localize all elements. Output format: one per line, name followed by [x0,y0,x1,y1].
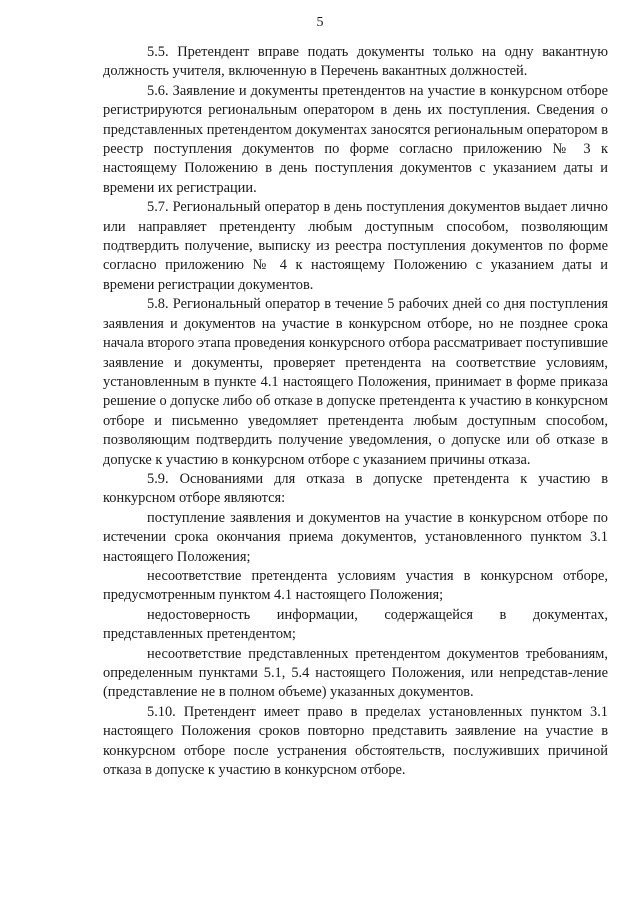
page-number: 5 [316,15,324,30]
paragraph-5-8: 5.8. Региональный оператор в течение 5 рабочих дней со дня поступления заявления и документов на участие в конкурсном отборе, но не позднее срока начала второго этапа проведения конкурсного отбора рассматривает поступившие заявление и документы, проверяет претендента на соответствие условиям, установленным в пункте 4.1 настоящего Положения, принимает в форме приказа решение о допуске либо об отказе в допуске претендента к участию в конкурсном отборе и письменно уведомляет претендента любым доступным способом, позволяющим подтвердить получение уведомления, о допуске или об отказе в допуске к участию в конкурсном отборе с указанием причины отказа. [103,296,608,468]
list-item-false-information: недостоверность информации, содержащейся в документах, представленных претендентом; [103,606,608,643]
paragraph-5-7: 5.7. Региональный оператор в день поступления документов выдает лично или направляет претенденту любым доступным способом, позволяющим подтвердить получение, выписку из реестра поступления документов по форме согласно приложению № 4 к настоящему Положению с указанием даты и времени регистрации документов. [103,199,608,293]
list-item-documents-mismatch: несоответствие представленных претендентом документов требованиям, определенным пунктами 5.1, 5.4 настоящего Положения, или непредстав-ление (представление не в полном объеме) указанных документов. [103,645,608,701]
paragraph-5-9: 5.9. Основаниями для отказа в допуске претендента к участию в конкурсном отборе являются: [103,470,608,507]
paragraph-5-6: 5.6. Заявление и документы претендентов на участие в конкурсном отборе регистрируются региональным оператором в день их поступления. Сведения о представленных претендентом документах заносятся региональным оператором в реестр поступления документов по форме согласно приложению № 3 к настоящему Положению в день поступления документов с указанием даты и времени их регистрации. [103,82,608,196]
list-item-conditions-mismatch: несоответствие претендента условиям участия в конкурсном отборе, предусмотренным пунктом 4.1 настоящего Положения; [103,567,608,604]
paragraph-5-10: 5.10. Претендент имеет право в пределах установленных пунктом 3.1 настоящего Положения сроков повторно представить заявление на участие в конкурсном отборе после устранения обстоятельств, послуживших причиной отказа в допуске к участию в конкурсном отборе. [103,703,608,779]
paragraph-5-5: 5.5. Претендент вправе подать документы только на одну вакантную должность учителя, включенную в Перечень вакантных должностей. [103,44,608,80]
document-body [103,43,608,780]
list-item-late-submission: поступление заявления и документов на участие в конкурсном отборе по истечении срока окончания приема документов, установленного пунктом 3.1 настоящего Положения; [103,509,608,565]
